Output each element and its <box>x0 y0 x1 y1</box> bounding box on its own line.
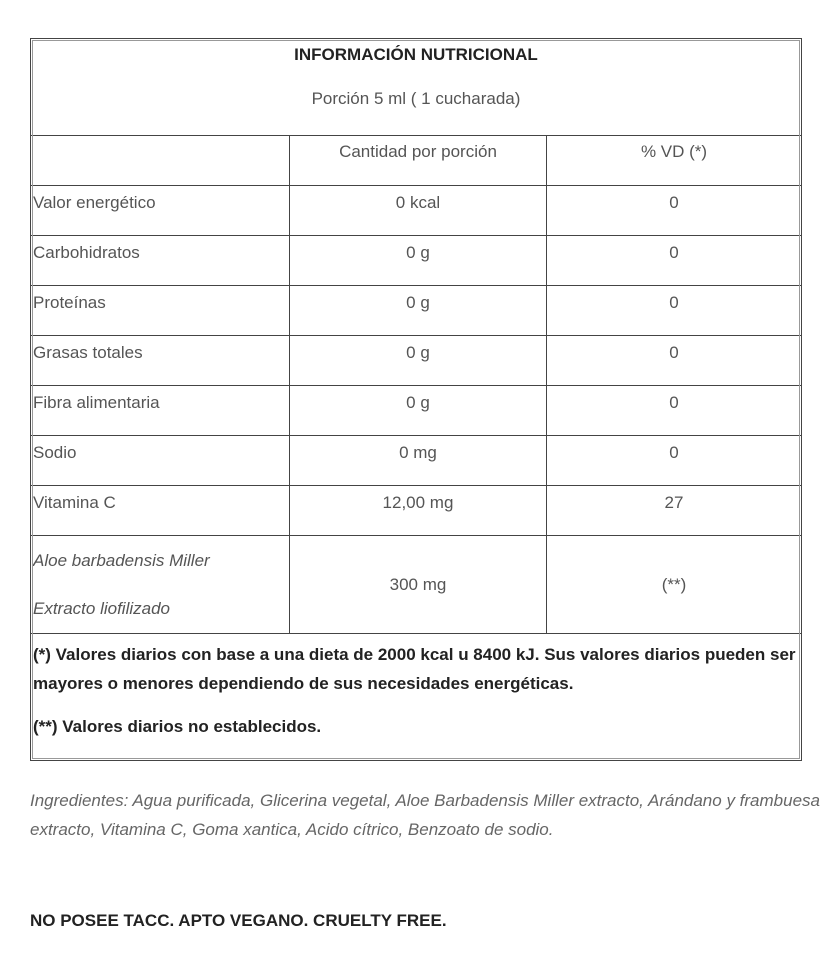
table-row-aloe <box>31 536 802 634</box>
aloe-name-line1: Aloe barbadensis Miller <box>33 550 210 570</box>
table-notes <box>31 634 802 761</box>
note-daily-values: (*) Valores diarios con base a una dieta de 2000 kcal u 8400 kJ. Sus valores diarios pueden ser mayores o menores dependiendo de sus necesidades energéticas. <box>33 645 796 693</box>
table-title: INFORMACIÓN NUTRICIONAL <box>294 45 538 64</box>
table-row <box>31 336 802 386</box>
nutrient-amount: 0 g <box>290 336 547 386</box>
note-not-established: (**) Valores diarios no establecidos. <box>33 717 322 736</box>
table-title-cell <box>31 39 802 136</box>
nutrient-name: Grasas totales <box>31 336 290 386</box>
table-row <box>31 436 802 486</box>
nutrient-vd: 0 <box>547 236 802 286</box>
serving-size: Porción 5 ml ( 1 cucharada) <box>311 89 521 108</box>
footer-claims: NO POSEE TACC. APTO VEGANO. CRUELTY FREE. <box>30 911 447 930</box>
aloe-name <box>31 536 290 634</box>
nutrient-amount: 0 g <box>290 386 547 436</box>
nutrient-name: Sodio <box>31 436 290 486</box>
nutrient-amount: 0 kcal <box>290 186 547 236</box>
nutrient-amount: 0 g <box>290 236 547 286</box>
header-amount: Cantidad por porción <box>290 136 547 186</box>
header-vd: % VD (*) <box>547 136 802 186</box>
table-row <box>31 486 802 536</box>
aloe-amount: 300 mg <box>290 536 547 634</box>
header-empty <box>31 136 290 186</box>
nutrient-name: Valor energético <box>31 186 290 236</box>
ingredients-text: Ingredientes: Agua purificada, Glicerina vegetal, Aloe Barbadensis Miller extracto, Arándano y frambuesa extracto, Vitamina C, Goma xantica, Acido cítrico, Benzoato de sodio. <box>30 791 820 839</box>
nutrient-name: Carbohidratos <box>31 236 290 286</box>
aloe-vd: (**) <box>547 536 802 634</box>
nutrient-amount: 0 mg <box>290 436 547 486</box>
table-row <box>31 236 802 286</box>
nutrient-vd: 0 <box>547 336 802 386</box>
table-row <box>31 286 802 336</box>
table-row <box>31 386 802 436</box>
nutrient-vd: 27 <box>547 486 802 536</box>
nutrient-vd: 0 <box>547 286 802 336</box>
nutrient-amount: 12,00 mg <box>290 486 547 536</box>
table-header-row <box>31 136 802 186</box>
nutrient-amount: 0 g <box>290 286 547 336</box>
nutrient-name: Fibra alimentaria <box>31 386 290 436</box>
nutrient-vd: 0 <box>547 436 802 486</box>
nutrient-vd: 0 <box>547 186 802 236</box>
aloe-name-line2: Extracto liofilizado <box>33 598 171 618</box>
nutrient-vd: 0 <box>547 386 802 436</box>
table-row <box>31 186 802 236</box>
nutrition-table <box>30 38 802 761</box>
nutrient-name: Vitamina C <box>31 486 290 536</box>
nutrient-name: Proteínas <box>31 286 290 336</box>
